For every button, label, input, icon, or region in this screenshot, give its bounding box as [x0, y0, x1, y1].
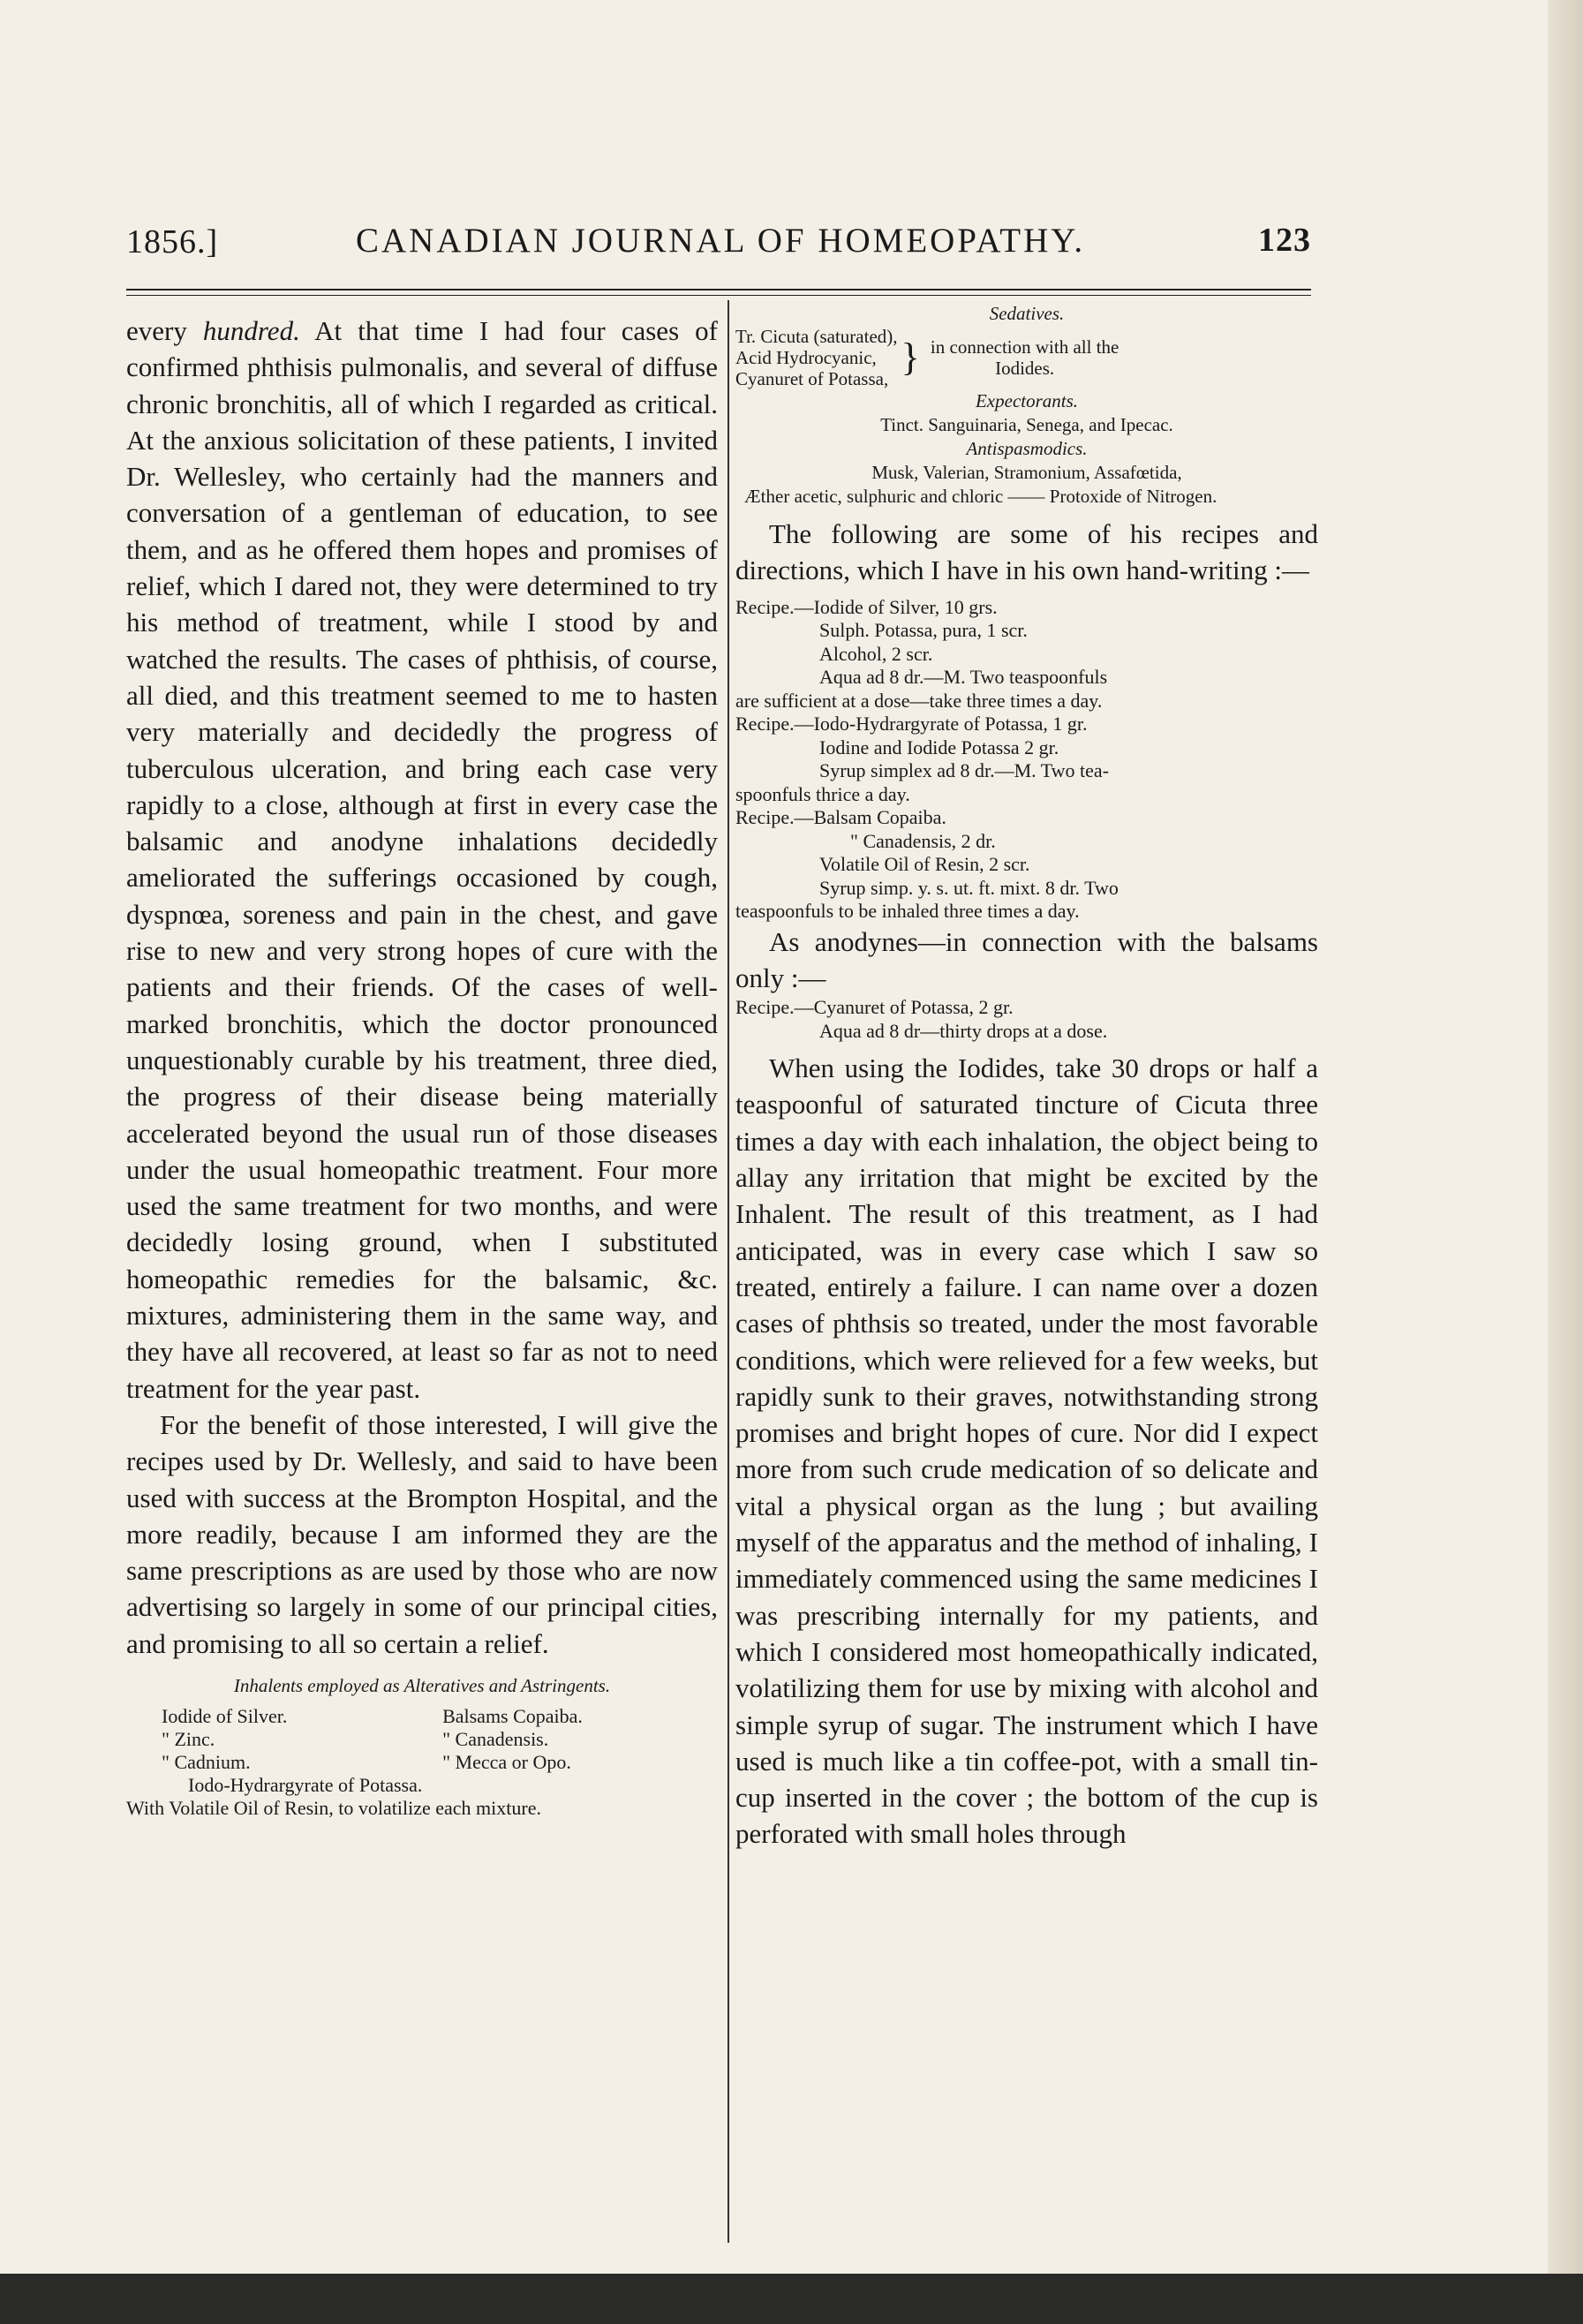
- recipe-line: Recipe.—Cyanuret of Potassa, 2 gr.: [735, 996, 1014, 1019]
- brace-symbol: }: [901, 336, 920, 379]
- antispasmodics-heading: Antispasmodics.: [966, 438, 1088, 459]
- table-cell: " Zinc.: [162, 1727, 215, 1750]
- recipe-line: Recipe.—Balsam Copaiba.: [735, 806, 946, 829]
- right-column: [735, 302, 1318, 1852]
- recipe-line: " Canadensis, 2 dr.: [850, 829, 996, 852]
- page-edge: [1548, 0, 1583, 2274]
- recipe-line: Aqua ad 8 dr—thirty drops at a dose.: [819, 1019, 1108, 1042]
- recipe-line: Alcohol, 2 scr.: [819, 642, 933, 665]
- recipe-block: [735, 596, 1318, 713]
- table-row: [126, 1728, 718, 1751]
- page-number: 123: [1258, 222, 1311, 259]
- sedatives-note: in connection with all the Iodides.: [930, 336, 1119, 379]
- header-rule-thin: [126, 295, 1311, 296]
- expectorants-text: Tinct. Sanguinaria, Senega, and Ipecac.: [880, 414, 1173, 435]
- running-header: [126, 215, 1311, 268]
- header-rule: [126, 289, 1311, 290]
- table-cell: " Canadensis.: [442, 1727, 549, 1750]
- list-item: Tr. Cicuta (saturated),: [735, 326, 898, 347]
- recipe-block: [735, 806, 1318, 924]
- recipe-line: Syrup simplex ad 8 dr.—M. Two tea-: [819, 759, 1110, 782]
- body-paragraph: The following are some of his recipes and directions, which I have in his own hand-writing :—: [735, 518, 1318, 586]
- antispasmodics-line: Musk, Valerian, Stramonium, Assafœtida,: [871, 462, 1182, 483]
- table-cell: Balsams Copaiba.: [442, 1704, 583, 1727]
- table-row: [126, 1705, 718, 1728]
- body-paragraph: As anodynes—in connection with the balsams only :—: [735, 925, 1318, 993]
- list-item: Acid Hydrocyanic,: [735, 347, 877, 368]
- inhalents-note: With Volatile Oil of Resin, to volatilize each mixture.: [126, 1797, 541, 1820]
- recipe-line: spoonfuls thrice a day.: [735, 782, 910, 805]
- sedatives-heading: Sedatives.: [989, 303, 1065, 324]
- recipe-line: Recipe.—Iodide of Silver, 10 grs.: [735, 595, 998, 618]
- column-divider: [727, 300, 729, 2243]
- inhalents-extra: Iodo-Hydrargyrate of Potassa.: [188, 1773, 423, 1796]
- journal-title: CANADIAN JOURNAL OF HOMEOPATHY.: [356, 222, 1086, 260]
- table-cell: " Mecca or Opo.: [442, 1750, 571, 1773]
- body-paragraph: For the benefit of those interested, I will give the recipes used by Dr. Wellesly, and said to have been used with success at the Brompton Hospital, and the more readily, because I am informed they are the same prescriptions as are used by those who are now advertising so largely in some of our principal cities, and promising to all so certain a relief.: [126, 1408, 718, 1659]
- recipe-block: [735, 996, 1318, 1043]
- italic-word: hundred.: [202, 315, 300, 346]
- recipe-line: Aqua ad 8 dr.—M. Two teaspoonfuls: [819, 666, 1108, 689]
- paragraph-text: At that time I had four cases of confirmed phthisis pulmonalis, and several of diffuse chronic bronchitis, all of which I regarded as critical. At the anxious solicitation of these patients, I invited Dr. Wellesley, who certainly had the manners and conversation of a gentleman of education, to see them, and as he offered them hopes and promises of relief, which I dared not, they were determined to try his method of treatment, while I stood by and watched the results. The cases of phthisis, of course, all died, and this treatment seemed to me to hasten very materially and decidedly the progress of tuberculous ulceration, and bring each case very rapidly to a close, although at first in every case the balsamic and anodyne inhalations decidedly ameliorated the sufferings occasioned by cough, dyspnœa, soreness and pain in the chest, and gave rise to new and very strong hopes of cure with the patients and their friends. Of the cases of well-marked bronchitis, which the doctor pronounced unquestionably curable by his treatment, three died, the progress of their disease being materially accelerated beyond the usual run of those diseases under the usual homeopathic treatment. Four more used the same treatment for two months, and were decidedly losing ground, when I substituted homeopathic remedies for the balsamic, &c. mixtures, administering them in the same way, and they have all recovered, at least so far as not to need treatment for the year past.: [126, 315, 718, 1404]
- body-paragraph: [126, 313, 718, 1407]
- recipe-line: Sulph. Potassa, pura, 1 scr.: [819, 619, 1028, 642]
- table-row: [126, 1751, 718, 1774]
- recipe-line: Iodine and Iodide Potassa 2 gr.: [819, 736, 1059, 758]
- expectorants-heading: Expectorants.: [975, 390, 1079, 411]
- header-year: 1856.]: [126, 223, 219, 260]
- recipe-line: Volatile Oil of Resin, 2 scr.: [819, 853, 1030, 876]
- scan-background: [0, 2274, 1583, 2324]
- list-item: Cyanuret of Potassa,: [735, 368, 889, 389]
- recipe-line: are sufficient at a dose—take three times a day.: [735, 689, 1103, 712]
- recipe-block: [735, 713, 1318, 806]
- recipe-line: teaspoonfuls to be inhaled three times a day.: [735, 900, 1080, 923]
- sedatives-list: [735, 326, 1318, 389]
- left-column: [126, 313, 718, 1821]
- body-paragraph: When using the Iodides, take 30 drops or half a teaspoonful of saturated tincture of Cicuta three times a day with each inhalation, the object being to allay any irritation that might be excited by the Inhalent. The result of this treatment, as I had anticipated, was in every case which I saw so treated, entirely a failure. I can name over a dozen cases of phthsis so treated, under the most favorable conditions, which were relieved for a few weeks, but rapidly sunk to their graves, notwithstanding strong promises and bright hopes of cure. Nor did I expect more from such crude medication of so delicate and vital a physical organ as the lung ; but availing myself of the apparatus and the method of inhaling, I immediately commenced using the same medicines I was prescribing internally for my patients, and which I considered most homeopathically indicated, volatilizing them for use by mixing with alcohol and simple syrup of sugar. The instrument which I have used is much like a tin coffee-pot, with a small tin-cup inserted in the cover ; the bottom of the cup is perforated with small holes through: [735, 1053, 1318, 1850]
- recipe-line: Syrup simp. y. s. ut. ft. mixt. 8 dr. Two: [819, 876, 1119, 899]
- inhalents-table: [126, 1705, 718, 1774]
- antispasmodics-line: Æther acetic, sulphuric and chloric —— Protoxide of Nitrogen.: [744, 486, 1217, 507]
- table-cell: " Cadnium.: [162, 1750, 251, 1773]
- inhalents-heading: Inhalents employed as Alteratives and Astringents.: [233, 1674, 611, 1696]
- recipe-line: Recipe.—Iodo-Hydrargyrate of Potassa, 1 gr.: [735, 713, 1088, 736]
- table-cell: Iodide of Silver.: [162, 1704, 288, 1727]
- paragraph-lead: every: [126, 315, 203, 346]
